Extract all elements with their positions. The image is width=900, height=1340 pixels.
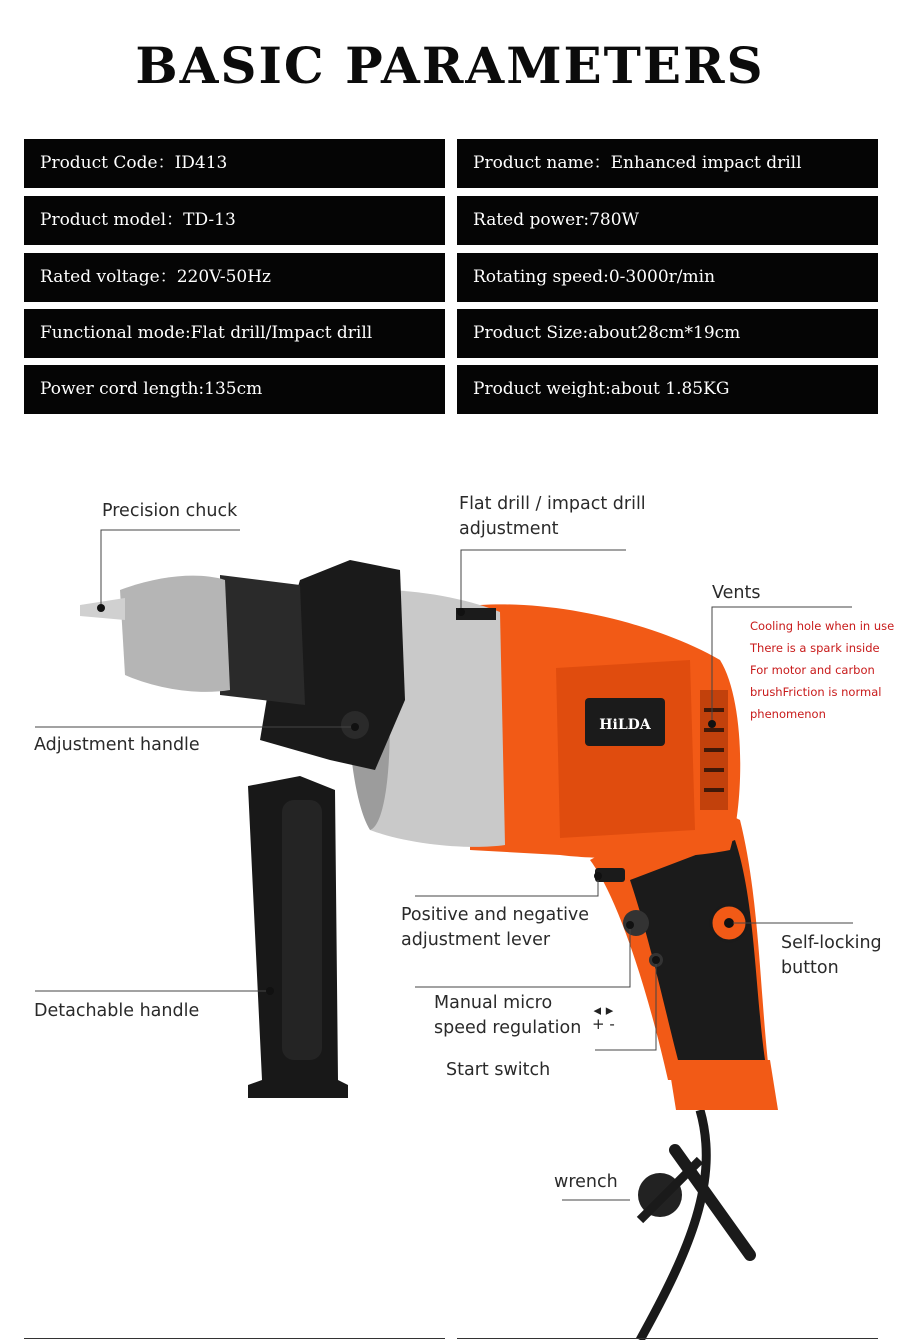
label-manual-speed-line1: Manual micro — [434, 993, 553, 1013]
label-wrench: wrench — [554, 1172, 618, 1192]
bottom-divider-left — [24, 1338, 445, 1339]
speed-regulation-symbols — [592, 1003, 615, 1031]
label-start-switch: Start switch — [446, 1060, 551, 1080]
plus-minus-icon: + - — [592, 1015, 615, 1033]
label-flat-impact-adjustment-line1: Flat drill / impact drill — [459, 494, 646, 514]
wrench-tool — [638, 1150, 750, 1255]
label-flat-impact-adjustment-line2: adjustment — [459, 519, 559, 539]
param-rated-power: Rated power:780W — [457, 196, 878, 245]
param-product-size: Product Size:about28cm*19cm — [457, 309, 878, 358]
param-product-weight: Product weight:about 1.85KG — [457, 365, 878, 414]
param-power-cord-length: Power cord length:135cm — [24, 365, 445, 414]
bottom-divider-right — [457, 1338, 878, 1339]
speed-arrows-icon: ◂ ▸ — [593, 1001, 614, 1019]
label-positive-negative-lever-line1: Positive and negative — [401, 905, 590, 925]
page-title: BASIC PARAMETERS — [135, 36, 765, 95]
label-self-locking-line1: Self-locking — [781, 933, 882, 953]
param-product-model: Product model：TD-13 — [24, 196, 445, 245]
side-handle — [248, 776, 348, 1098]
label-precision-chuck: Precision chuck — [102, 501, 238, 521]
param-product-name: Product name：Enhanced impact drill — [457, 139, 878, 188]
vents-note-line: There is a spark inside — [750, 641, 880, 655]
label-manual-speed-line2: speed regulation — [434, 1018, 582, 1038]
vents-note-line: Cooling hole when in use — [750, 619, 895, 633]
label-detachable-handle: Detachable handle — [34, 1001, 200, 1021]
label-adjustment-handle: Adjustment handle — [34, 735, 200, 755]
label-self-locking-line2: button — [781, 958, 839, 978]
vents-note-line: phenomenon — [750, 707, 826, 721]
brand-logo: HiLDA — [599, 717, 651, 733]
param-rotating-speed: Rotating speed:0-3000r/min — [457, 253, 878, 302]
param-product-code: Product Code：ID413 — [24, 139, 445, 188]
motor-housing — [470, 604, 740, 858]
label-vents: Vents — [712, 583, 761, 603]
vents-note-line: brushFriction is normal — [750, 685, 882, 699]
vents-note-line: For motor and carbon — [750, 663, 875, 677]
param-rated-voltage: Rated voltage：220V-50Hz — [24, 253, 445, 302]
param-functional-mode: Functional mode:Flat drill/Impact drill — [24, 309, 445, 358]
label-positive-negative-lever-line2: adjustment lever — [401, 930, 551, 950]
vents-note — [750, 615, 894, 725]
chuck — [80, 575, 305, 705]
